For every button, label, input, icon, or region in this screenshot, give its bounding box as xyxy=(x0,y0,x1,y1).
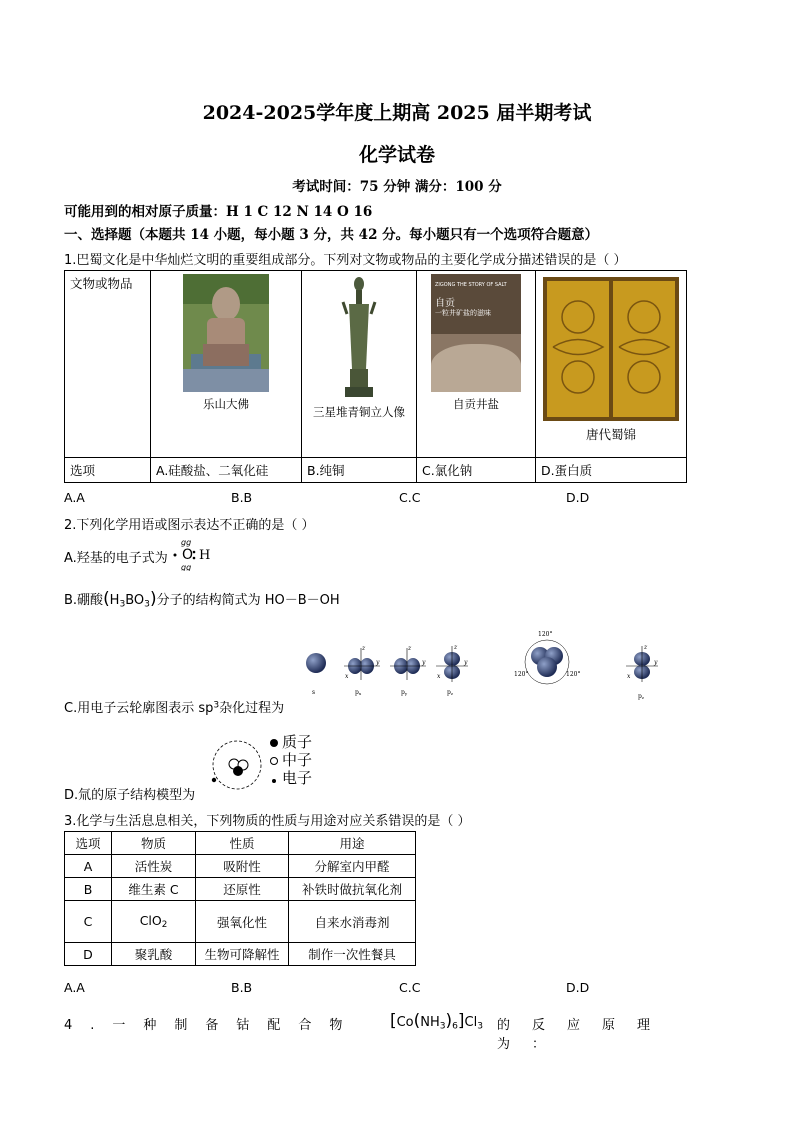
q1-caption-salt: 自贡井盐 xyxy=(453,397,499,411)
exam-info: 考试时间：75 分钟 满分：100 分 xyxy=(292,179,502,195)
q3-stem: 3.化学与生活息息相关，下列物质的性质与用途对应关系错误的是（ ） xyxy=(64,814,471,829)
atom-model-legend: 质子 中子 电子 xyxy=(270,733,312,787)
svg-text:px: px xyxy=(355,689,362,696)
svg-text:x: x xyxy=(437,673,441,680)
table-row: B 维生素 C 还原性 补铁时做抗氧化剂 xyxy=(65,878,416,901)
q3-header-substance: 物质 xyxy=(112,832,196,855)
q1-answer-d: D.D xyxy=(566,490,590,505)
svg-text:H: H xyxy=(199,548,211,563)
table-row: D 聚乳酸 生物可降解性 制作一次性餐具 xyxy=(65,943,416,966)
svg-text:y: y xyxy=(464,659,468,666)
svg-text:x: x xyxy=(627,673,631,680)
q4-tail: 的反应原理为： xyxy=(497,1018,673,1052)
q2-option-b: B.硼酸$(H_3BO_3)$分子的结构简式为 HO－B－OH xyxy=(64,588,340,610)
q1-header-item: 文物或物品 xyxy=(65,271,151,458)
atomic-mass-line: 可能用到的相对原子质量：H 1 C 12 N 14 O 16 xyxy=(64,204,373,220)
svg-text:y: y xyxy=(376,659,380,666)
q3-answer-c: C.C xyxy=(399,980,421,995)
salt-book-image: ZIGONG THE STORY OF SALT 自贡 一粒井矿盐的滋味 xyxy=(431,274,521,392)
bronze-statue-image xyxy=(339,274,379,400)
q3-table xyxy=(64,831,416,966)
q1-caption-brocade: 唐代蜀锦 xyxy=(585,427,636,442)
q1-stem: 1.巴蜀文化是中华灿烂文明的重要组成部分。下列对文物或物品的主要化学成分描述错误的是（ ） xyxy=(64,253,627,268)
svg-text:pz: pz xyxy=(447,689,453,696)
q4-formula: $[Co(NH_3)_6]Cl_3$ xyxy=(390,1010,483,1032)
svg-text:z: z xyxy=(408,645,412,652)
svg-text:y: y xyxy=(422,659,426,666)
svg-text:y: y xyxy=(654,659,658,666)
svg-text:O: O xyxy=(182,547,194,563)
q3-header-property: 性质 xyxy=(196,832,289,855)
q1-caption-bronze: 三星堆青铜立人像 xyxy=(313,405,405,419)
clo2-cell: ClO$_2$ xyxy=(112,901,196,943)
q4-lead: 4.一种制备钴配合物 xyxy=(64,1018,361,1033)
q3-header-use: 用途 xyxy=(289,832,416,855)
q1-answer-b: B.B xyxy=(231,490,253,505)
q1-caption-buddha: 乐山大佛 xyxy=(203,397,249,411)
hydroxyl-electron-formula xyxy=(172,537,212,571)
q1-cell-brocade xyxy=(536,271,687,458)
svg-text:x: x xyxy=(345,673,349,680)
svg-text:pz: pz xyxy=(638,693,644,700)
table-row: C ClO$_2$ 强氧化性 自来水消毒剂 xyxy=(65,901,416,943)
tritium-atom-model xyxy=(205,734,275,792)
q1-cell-buddha xyxy=(151,271,302,458)
q3-answer-a: A.A xyxy=(64,980,85,995)
q2-option-c: C.用电子云轮廓图表示 $sp^3$杂化过程为 xyxy=(64,700,285,716)
q1-option-d: D.蛋白质 xyxy=(536,458,687,483)
q1-header-option: 选项 xyxy=(65,458,151,483)
q1-answer-a: A.A xyxy=(64,490,85,505)
svg-text:z: z xyxy=(362,645,366,652)
svg-text:120°: 120° xyxy=(514,671,529,678)
q2-option-d: D.氚的原子结构模型为 xyxy=(64,788,196,803)
q1-option-b: B.纯铜 xyxy=(302,458,417,483)
q3-answer-b: B.B xyxy=(231,980,253,995)
svg-text:z: z xyxy=(644,644,648,651)
svg-text:z: z xyxy=(454,644,458,651)
sp3-orbital-diagram xyxy=(300,626,670,700)
svg-text:s: s xyxy=(312,689,316,696)
svg-text:120°: 120° xyxy=(538,631,553,638)
q2-option-a-text: A.羟基的电子式为 xyxy=(64,551,168,566)
exam-title: 2024-2025学年度上期高 2025 届半期考试 xyxy=(202,102,592,124)
q1-cell-bronze xyxy=(302,271,417,458)
svg-text:py: py xyxy=(401,689,408,696)
q2-option-a xyxy=(64,547,168,566)
q2-stem: 2.下列化学用语或图示表达不正确的是（ ） xyxy=(64,518,315,533)
svg-text:120°: 120° xyxy=(566,671,581,678)
svg-text:gg: gg xyxy=(181,563,192,571)
q1-option-a: A.硅酸盐、二氧化硅 xyxy=(151,458,302,483)
subject-title: 化学试卷 xyxy=(358,144,435,166)
q3-answer-d: D.D xyxy=(566,980,590,995)
section-heading: 一、选择题（本题共 14 小题，每小题 3 分，共 42 分。每小题只有一个选项符合题意） xyxy=(64,227,599,243)
table-row: A 活性炭 吸附性 分解室内甲醛 xyxy=(65,855,416,878)
q1-answer-c: C.C xyxy=(399,490,421,505)
q1-cell-salt xyxy=(417,271,536,458)
q3-header-option: 选项 xyxy=(65,832,112,855)
q1-table xyxy=(64,270,687,483)
q1-option-c: C.氯化钠 xyxy=(417,458,536,483)
shu-brocade-image xyxy=(543,277,679,421)
svg-text:gg: gg xyxy=(181,538,192,547)
leshan-buddha-image xyxy=(183,274,269,392)
